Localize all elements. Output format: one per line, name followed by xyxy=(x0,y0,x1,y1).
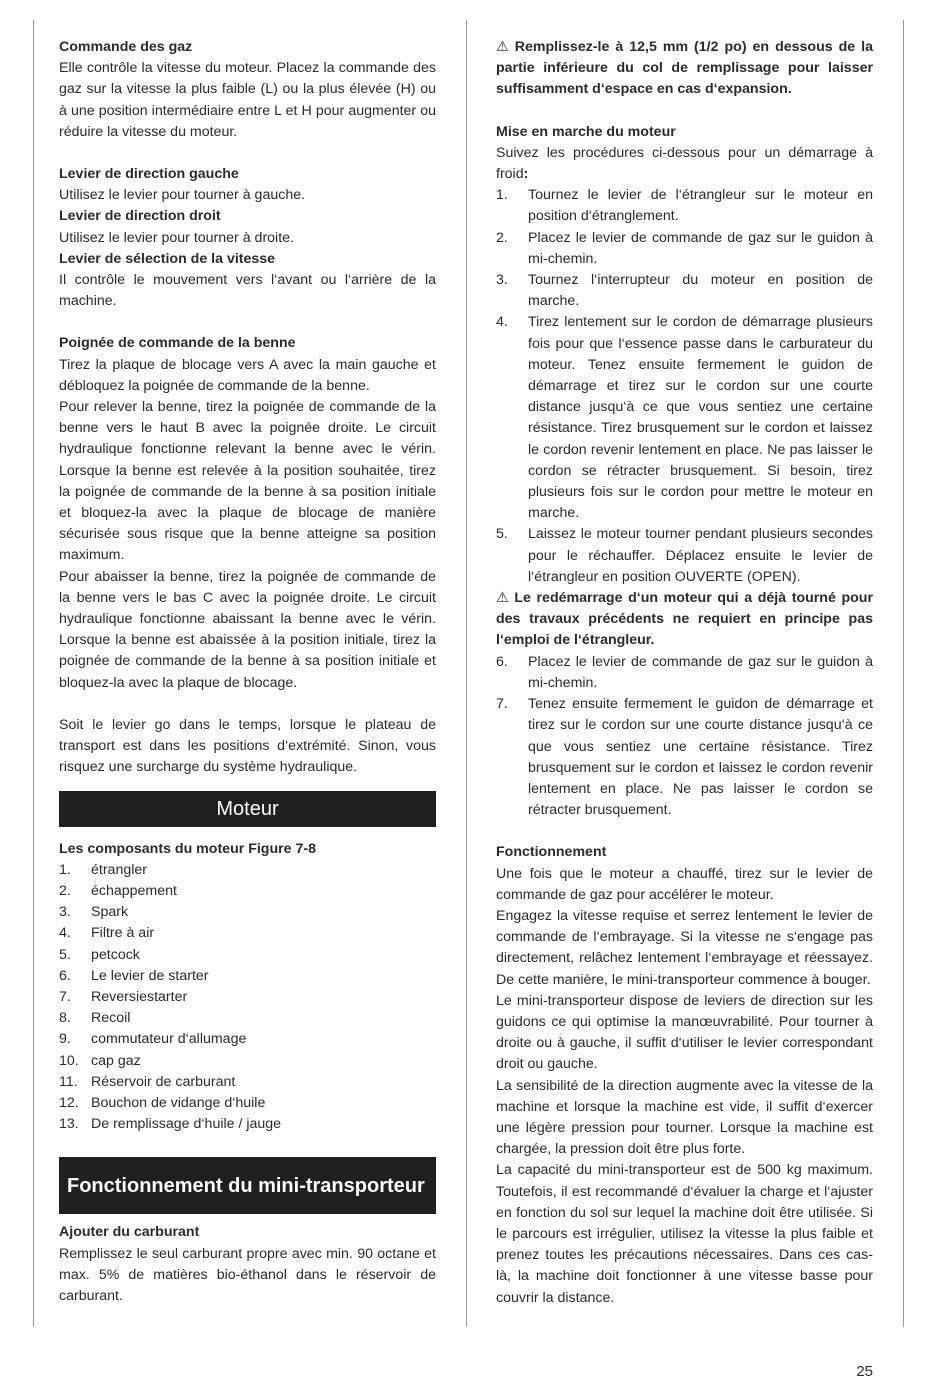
column-rule-right xyxy=(903,20,904,1327)
right-column xyxy=(496,37,873,1309)
fuel-title: Ajouter du carburant xyxy=(59,1224,200,1241)
speed-lever-title: Levier de sélection de la vitesse xyxy=(59,250,276,267)
list-item: 7. Reversiestarter xyxy=(59,988,188,1005)
list-item: 6. Le levier de starter xyxy=(59,967,209,984)
operation-text-4: La sensibilité de la direction augmente avec la vitesse de la machine et lorsque la machine est vide, il suffit d‘exercer une légère pression pour tourner. Lorsque la machine est chargée, la pression doit être plus forte. xyxy=(496,1077,873,1158)
throttle-title: Commande des gaz xyxy=(59,39,193,55)
list-item: 11. Réservoir de carburant xyxy=(59,1073,236,1090)
list-item: 5. Laissez le moteur tourner pendant plusieurs secondes pour le réchauffer. Déplacez ensuite le levier de l‘étrangleur en position OUVERTE (OPEN). xyxy=(496,526,873,585)
list-item: 12. Bouchon de vidange d‘huile xyxy=(59,1094,266,1111)
bucket-title: Poignée de commande de la benne xyxy=(59,335,296,352)
operation-text-3: Le mini-transporteur dispose de leviers de direction sur les guidons ce qui optimise la manœuvrabilité. Pour tourner à droite ou à gauche, il suffit d‘utiliser le levier correspondant droit ou gauche. xyxy=(496,992,873,1073)
list-item: 7. Tenez ensuite fermement le guidon de démarrage et tirez sur le cordon sur une courte distance jusqu‘à ce que vous sentiez une certaine résistance. Tirez brusquement sur le cordon et laissez le cordon revenir lentement en place. Ne pas laisser le cordon se rétracter brusquement. xyxy=(496,696,873,819)
column-rule-left xyxy=(33,20,34,1327)
list-item: 5. petcock xyxy=(59,946,140,963)
fill-warning xyxy=(496,37,873,101)
operation-heading: Fonctionnement du mini-transporteur xyxy=(59,1157,436,1214)
engine-heading: Moteur xyxy=(59,791,436,827)
list-item: 3. Spark xyxy=(59,904,129,921)
warning-triangle-icon: ⚠ xyxy=(496,590,509,607)
components-list xyxy=(59,860,436,1136)
operation-text-5: La capacité du mini-transporteur est de 500 kg maximum. Toutefois, il est recommandé d‘évaluer la charge et l‘ajuster en fonction du sol sur lequel la machine doit être utilisée. Si le parcours est irrégulier, utilisez la vitesse la plus faible et prenez toutes les précautions nécessaires. Dans ces cas-là, la machine doit fonctionner à une vitesse basse pour couvrir la distance. xyxy=(496,1162,873,1306)
warning-triangle-icon: ⚠ xyxy=(496,39,509,55)
restart-warning xyxy=(496,588,873,652)
list-item: 3. Tournez l‘interrupteur du moteur en position de marche. xyxy=(496,272,873,310)
operation-title: Fonctionnement xyxy=(496,844,607,861)
fill-warning-text: Remplissez-le à 12,5 mm (1/2 po) en dessous de la partie inférieure du col de remplissage pour laisser suffisamment d‘espace en cas d‘expansion. xyxy=(496,39,873,98)
list-item: 4. Filtre à air xyxy=(59,925,155,942)
list-item: 9. commutateur d‘allumage xyxy=(59,1031,247,1048)
start-steps-2 xyxy=(496,652,873,822)
restart-warning-text: Le redémarrage d‘un moteur qui a déjà tourné pour des travaux précédents ne requiert en principe pas l‘emploi de l‘étrangleur. xyxy=(496,590,873,649)
list-item: 10. cap gaz xyxy=(59,1052,141,1069)
bucket-text-2: Pour relever la benne, tirez la poignée de commande de la benne vers le haut B avec la poignée droite. Le circuit hydraulique fonctionne relevant la benne avec le vérin. Lorsque la benne est relevée à la position souhaitée, tirez la poignée de commande de la benne à sa position initiale et bloquez-la avec la plaque de blocage de manière sécurisée sous risque que la benne atteigne sa position maximum. xyxy=(59,399,436,564)
list-item: 13. De remplissage d‘huile / jauge xyxy=(59,1116,282,1133)
list-item: 2. échappement xyxy=(59,882,177,899)
start-intro: Suivez les procédures ci-dessous pour un démarrage à froid: xyxy=(496,144,873,183)
left-lever-title: Levier de direction gauche xyxy=(59,166,239,183)
bucket-text-4: Soit le levier go dans le temps, lorsque le plateau de transport est dans les positions d‘extrémité. Sinon, vous risquez une surcharge du système hydraulique. xyxy=(59,716,436,776)
list-item: 6. Placez le levier de commande de gaz sur le guidon à mi-chemin. xyxy=(496,653,873,691)
operation-text-1: Une fois que le moteur a chauffé, tirez sur le levier de commande de gaz pour accélérer le moteur. xyxy=(496,865,873,903)
start-title: Mise en marche du moteur xyxy=(496,123,676,140)
column-rule-center xyxy=(466,20,467,1327)
list-item: 8. Recoil xyxy=(59,1010,131,1027)
operation-text-2: Engagez la vitesse requise et serrez lentement le levier de commande de l‘embrayage. Si la vitesse ne s‘engage pas directement, relâchez lentement l‘embrayage et réessayez. De cette manière, le mini-transporteur commence à bouger. xyxy=(496,907,873,988)
start-steps xyxy=(496,185,873,588)
speed-lever-text: Il contrôle le mouvement vers l‘avant ou l‘arrière de la machine. xyxy=(59,272,436,310)
right-lever-title: Levier de direction droit xyxy=(59,208,221,225)
page-number: 25 xyxy=(856,1363,873,1380)
components-title: Les composants du moteur Figure 7-8 xyxy=(59,840,316,857)
bucket-text-3: Pour abaisser la benne, tirez la poignée de commande de la benne vers le bas C avec la poignée droite. Le circuit hydraulique fonctionne abaissant la benne avec le vérin. Lorsque la benne est abaissée à la position initiale, tirez la poignée de commande de la benne à sa position initiale et bloquez-la avec la plaque de blocage. xyxy=(59,568,436,691)
list-item: 1. étrangler xyxy=(59,861,147,878)
left-lever-text: Utilisez le levier pour tourner à gauche. xyxy=(59,187,306,204)
left-column xyxy=(59,37,436,1307)
list-item: 4. Tirez lentement sur le cordon de démarrage plusieurs fois pour que l‘essence passe dans le carburateur du moteur. Tenez ensuite fermement le guidon de démarrage et tirez sur le cordon sur une courte distance jusqu‘à ce que vous sentiez une certaine résistance. Tirez brusquement sur le cordon et laissez le cordon revenir lentement en place. Ne pas laisser le cordon se rétracter brusquement. Si besoin, tirez plusieurs fois sur le cordon pour mettre le moteur en marche. xyxy=(496,314,873,522)
list-item: 1. Tournez le levier de l‘étrangleur sur le moteur en position d‘étranglement. xyxy=(496,187,873,225)
right-lever-text: Utilisez le levier pour tourner à droite. xyxy=(59,229,294,246)
list-item: 2. Placez le levier de commande de gaz sur le guidon à mi-chemin. xyxy=(496,229,873,267)
bucket-text-1: Tirez la plaque de blocage vers A avec la main gauche et débloquez la poignée de commande de la benne. xyxy=(59,356,436,394)
fuel-text: Remplissez le seul carburant propre avec min. 90 octane et max. 5% de matières bio-éthanol dans le réservoir de carburant. xyxy=(59,1245,436,1304)
throttle-text: Elle contrôle la vitesse du moteur. Placez la commande des gaz sur la vitesse la plus faible (L) ou la plus élevée (H) ou à une position intermédiaire entre L et H pour augmenter ou réduire la vitesse du moteur. xyxy=(59,60,436,140)
